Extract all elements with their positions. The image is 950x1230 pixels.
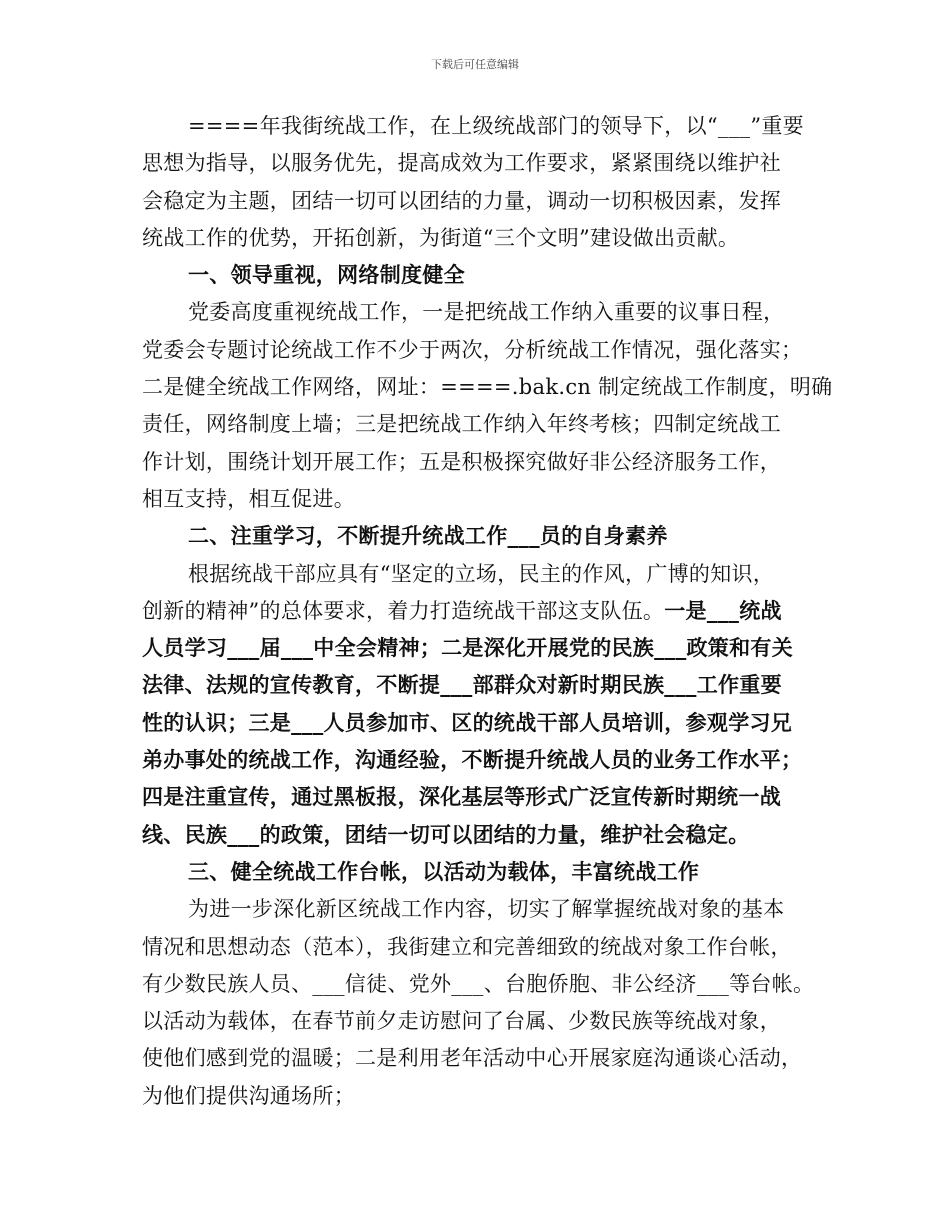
bold-paragraph-line: 法律、法规的宣传教育，不断提___部群众对新时期民族___工作重要: [142, 673, 782, 698]
paragraph-line: ====年我街统战工作，在上级统战部门的领导下，以“___”重要: [188, 114, 804, 138]
paragraph-line: 党委高度重视统战工作，一是把统战工作纳入重要的议事日程，: [188, 300, 785, 325]
paragraph-line: 会稳定为主题，团结一切可以团结的力量，调动一切积极因素，发挥: [142, 188, 781, 213]
section-heading-1: 一、领导重视，网络制度健全: [188, 263, 465, 288]
paragraph-line: 相互支持，相互促进。: [142, 486, 355, 511]
section-heading-3: 三、健全统战工作台帐，以活动为载体，丰富统战工作: [188, 859, 700, 884]
paragraph-line: 以活动为载体，在春节前夕走访慰问了台属、少数民族等统战对象，: [142, 1009, 781, 1034]
bold-paragraph-line: 线、民族___的政策，团结一切可以团结的力量，维护社会稳定。: [142, 822, 750, 847]
paragraph-line: 使他们感到党的温暖；二是利用老年活动中心开展家庭沟通谈心活动，: [142, 1046, 803, 1071]
paragraph-line: 统战工作的优势，开拓创新，为街道“三个文明”建设做出贡献。: [142, 225, 740, 250]
document-body: [142, 108, 832, 1115]
paragraph-line: 责任，网络制度上墙；三是把统战工作纳入年终考核；四制定统战工: [142, 412, 781, 437]
paragraph-line: 二是健全统战工作网络，网址：====.bak.cn 制定统战工作制度，明确: [142, 375, 833, 400]
bold-paragraph-line: 弟办事处的统战工作，沟通经验，不断提升统战人员的业务工作水平；: [142, 748, 803, 773]
bold-paragraph-line: 人员学习___届___中全会精神；二是深化开展党的民族___政策和有关: [142, 636, 793, 661]
bold-paragraph-line: 四是注重宣传，通过黑板报，深化基层等形式广泛宣传新时期统一战: [142, 785, 781, 810]
paragraph-line: 党委会专题讨论统战工作不少于两次，分析统战工作情况，强化落实；: [142, 337, 803, 362]
paragraph-line: 情况和思想动态（范本），我街建立和完善细致的统战对象工作台帐，: [142, 934, 792, 959]
section-heading-2: 二、注重学习，不断提升统战工作___员的自身素养: [188, 524, 668, 549]
page-header: 下载后可任意编辑: [431, 58, 519, 71]
paragraph-line: 作计划，围绕计划开展工作；五是积极探究做好非公经济服务工作，: [142, 449, 781, 474]
paragraph-line: 为他们提供沟通场所；: [142, 1083, 355, 1108]
bold-text: 一是___统战: [664, 598, 782, 623]
paragraph-line: 有少数民族人员、___信徒、党外___、台胞侨胞、非公经济___等台帐。: [142, 971, 815, 996]
paragraph-line: 根据统战干部应具有“坚定的立场，民主的作风，广博的知识，: [188, 561, 775, 586]
paragraph-text: 创新的精神”的总体要求，着力打造统战干部这支队伍。: [142, 598, 665, 623]
paragraph-line: [142, 593, 832, 630]
paragraph-line: 为进一步深化新区统战工作内容，切实了解掌握统战对象的基本: [188, 897, 785, 922]
paragraph-line: 思想为指导，以服务优先，提高成效为工作要求，紧紧围绕以维护社: [142, 151, 781, 176]
bold-paragraph-line: 性的认识；三是___人员参加市、区的统战干部人员培训，参观学习兄: [142, 710, 793, 735]
